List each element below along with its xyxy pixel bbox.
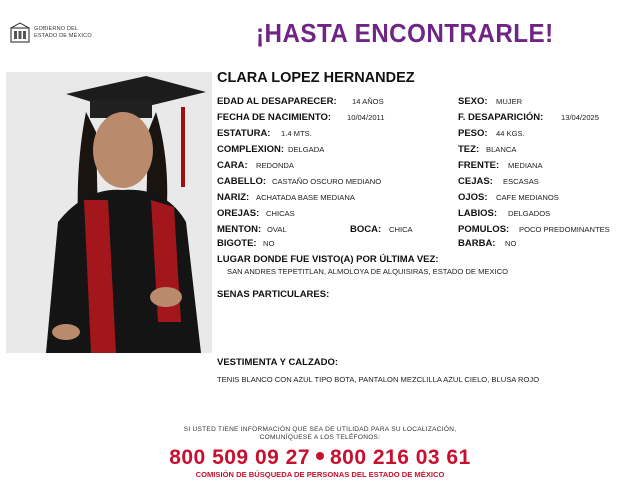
government-logo xyxy=(8,22,123,44)
boca-label: BOCA: xyxy=(350,224,382,235)
ojos-label: OJOS: xyxy=(458,192,488,203)
marks-label: SENAS PARTICULARES: xyxy=(217,289,330,300)
bullet-separator-icon xyxy=(316,452,324,460)
nacimiento-value: 10/04/2011 xyxy=(347,113,385,122)
cara-label: CARA: xyxy=(217,160,248,171)
desaparicion-value: 13/04/2025 xyxy=(561,113,600,122)
cejas-label: CEJAS: xyxy=(458,176,493,187)
state-emblem-icon xyxy=(8,22,32,44)
location-label: LUGAR DONDE FUE VISTO(A) POR ÚLTIMA VEZ: xyxy=(217,254,439,265)
nariz-value: ACHATADA BASE MEDIANA xyxy=(256,193,355,202)
tez-label: TEZ: xyxy=(458,144,480,155)
edad-label: EDAD AL DESAPARECER: xyxy=(217,96,337,107)
bigote-label: BIGOTE: xyxy=(217,238,257,249)
nacimiento-label: FECHA DE NACIMIENTO: xyxy=(217,112,331,123)
cabello-value: CASTAÑO OSCURO MEDIANO xyxy=(272,177,382,186)
complexion-value: DELGADA xyxy=(288,145,325,154)
person-photo xyxy=(6,72,212,353)
phone-number-1[interactable]: 800 509 09 27 xyxy=(169,446,310,469)
peso-label: PESO: xyxy=(458,128,488,139)
labios-value: DELGADOS xyxy=(508,209,551,218)
menton-label: MENTON: xyxy=(217,224,262,235)
barba-label: BARBA: xyxy=(458,238,496,249)
complexion-label: COMPLEXION: xyxy=(217,144,285,155)
menton-value: OVAL xyxy=(267,225,287,234)
pomulos-label: POMULOS: xyxy=(458,224,510,235)
tez-value: BLANCA xyxy=(486,145,517,154)
phone-number-2[interactable]: 800 216 03 61 xyxy=(330,446,471,469)
clothing-value: TENIS BLANCO CON AZUL TIPO BOTA, PANTALON MEZCLILLA AZUL CIELO, BLUSA ROJO xyxy=(217,375,540,384)
barba-value: NO xyxy=(505,239,517,248)
ojos-value: CAFE MEDIANOS xyxy=(496,193,559,202)
frente-value: MEDIANA xyxy=(508,161,543,170)
bigote-value: NO xyxy=(263,239,275,248)
location-value: SAN ANDRES TEPETITLAN, ALMOLOYA DE ALQUISIRAS, ESTADO DE MEXICO xyxy=(227,267,509,276)
estatura-value: 1.4 MTS. xyxy=(281,129,312,138)
estatura-label: ESTATURA: xyxy=(217,128,271,139)
gov-line2: ESTADO DE MÉXICO xyxy=(34,32,92,39)
edad-value: 14 AÑOS xyxy=(352,97,384,106)
pomulos-value: POCO PREDOMINANTES xyxy=(519,225,610,234)
headline: ¡HASTA ENCONTRARLE! xyxy=(256,18,554,48)
cejas-value: ESCASAS xyxy=(503,177,539,186)
frente-label: FRENTE: xyxy=(458,160,500,171)
notice-line1: SI USTED TIENE INFORMACIÓN QUE SEA DE UTILIDAD PARA SU LOCALIZACIÓN, xyxy=(183,426,457,433)
labios-label: LABIOS: xyxy=(458,208,498,219)
commission-name: COMISIÓN DE BÚSQUEDA DE PERSONAS DEL ESTADO DE MÉXICO xyxy=(195,470,445,479)
sexo-value: MUJER xyxy=(496,97,523,106)
person-name: CLARA LOPEZ HERNANDEZ xyxy=(217,70,415,86)
phone-numbers xyxy=(0,446,640,470)
notice-line2: COMUNÍQUESE A LOS TELÉFONOS: xyxy=(259,434,381,441)
government-name xyxy=(34,26,92,39)
orejas-value: CHICAS xyxy=(266,209,295,218)
sexo-label: SEXO: xyxy=(458,96,488,107)
orejas-label: OREJAS: xyxy=(217,208,260,219)
nariz-label: NARIZ: xyxy=(217,192,250,203)
peso-value: 44 KGS. xyxy=(496,129,525,138)
graduation-portrait-illustration xyxy=(6,72,212,353)
clothing-label: VESTIMENTA Y CALZADO: xyxy=(217,357,339,368)
cabello-label: CABELLO: xyxy=(217,176,267,187)
cara-value: REDONDA xyxy=(256,161,294,170)
gov-line1: GOBIERNO DEL xyxy=(34,26,79,32)
boca-value: CHICA xyxy=(389,225,413,234)
desaparicion-label: F. DESAPARICIÓN: xyxy=(458,112,544,123)
